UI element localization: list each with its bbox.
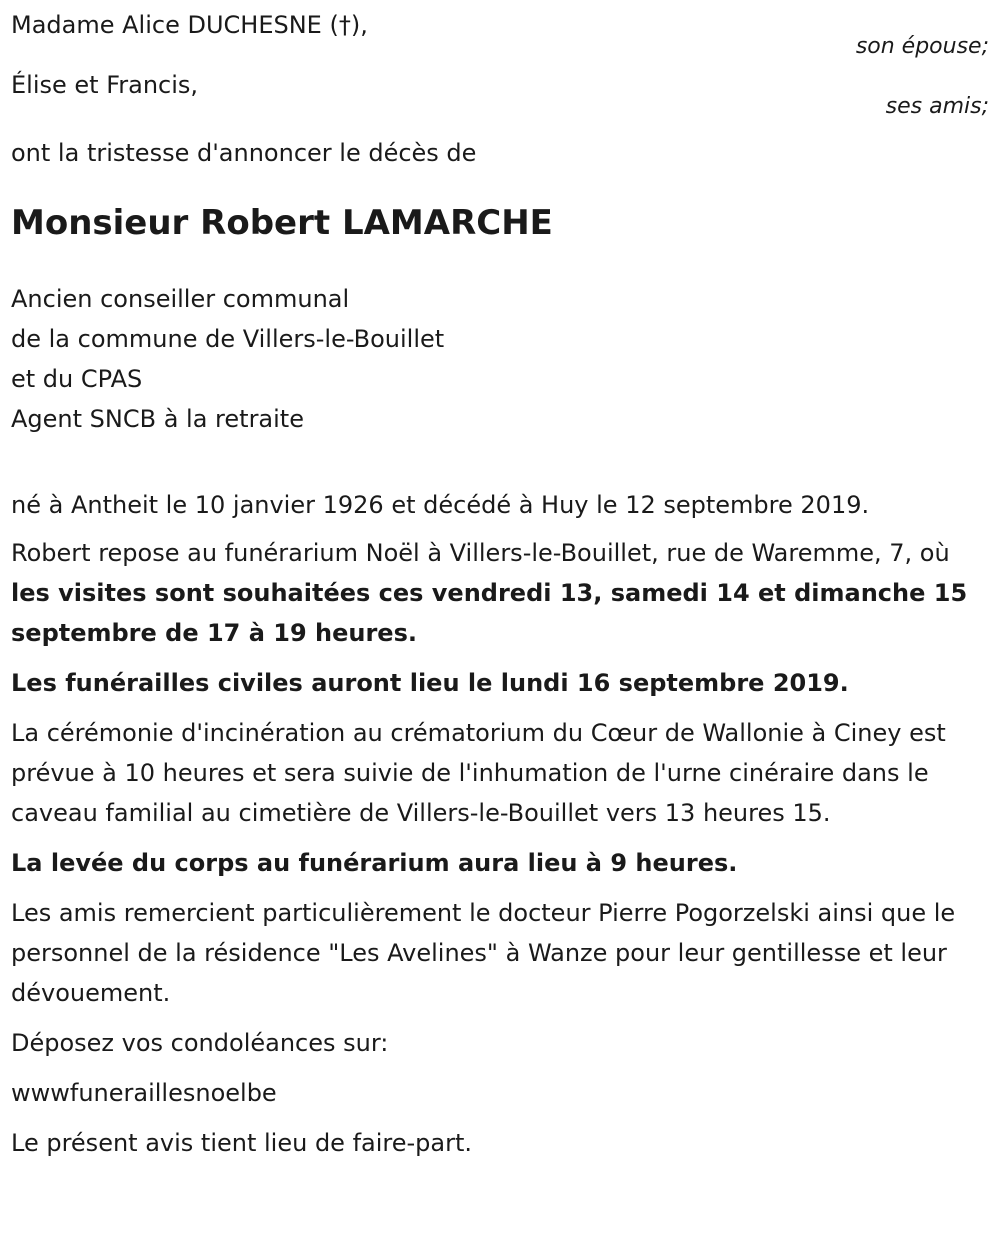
ceremony-paragraph: La cérémonie d'incinération au crématorium du Cœur de Wallonie à Ciney est prévue à 10 heures et sera suivie de l'inhumation de l'urne cinéraire dans le caveau familial au cimetière de Villers-le-Bouillet vers 13 heures 15.	[11, 719, 946, 827]
announcement-text: ont la tristesse d'annoncer le décès de	[11, 139, 477, 167]
deceased-name: Monsieur Robert LAMARCHE	[11, 203, 553, 243]
family-line-friends: Élise et Francis,	[11, 71, 199, 99]
visits-schedule: les visites sont souhaitées ces vendredi 13, samedi 14 et dimanche 15 septembre de 17 à 19 heures.	[11, 579, 968, 647]
visits-paragraph	[11, 533, 991, 653]
notice-line: Le présent avis tient lieu de faire-part.	[11, 1129, 473, 1157]
obituary-notice	[11, 0, 991, 1163]
levee-announcement: La levée du corps au funérarium aura lieu à 9 heures.	[11, 849, 738, 877]
relation-friends: ses amis;	[885, 94, 989, 119]
condolences-link[interactable]: wwwfuneraillesnoelbe	[11, 1079, 277, 1107]
title-line: Ancien conseiller communal	[11, 285, 350, 313]
condolences-label: Déposez vos condoléances sur:	[11, 1029, 389, 1057]
visits-text: Robert repose au funérarium Noël à Villers-le-Bouillet, rue de Waremme, 7, où	[11, 539, 950, 567]
title-line: et du CPAS	[11, 365, 143, 393]
family-line-widow: Madame Alice DUCHESNE (†),	[11, 11, 368, 39]
title-line: de la commune de Villers-le-Bouillet	[11, 325, 445, 353]
birth-death-line: né à Antheit le 10 janvier 1926 et décédé à Huy le 12 septembre 2019.	[11, 491, 870, 519]
titles-block	[11, 279, 991, 439]
funeral-announcement: Les funérailles civiles auront lieu le lundi 16 septembre 2019.	[11, 669, 849, 697]
thanks-paragraph: Les amis remercient particulièrement le docteur Pierre Pogorzelski ainsi que le personnel de la résidence "Les Avelines" à Wanze pour leur gentillesse et leur dévouement.	[11, 899, 956, 1007]
relation-spouse: son épouse;	[855, 34, 989, 59]
title-line: Agent SNCB à la retraite	[11, 405, 304, 433]
